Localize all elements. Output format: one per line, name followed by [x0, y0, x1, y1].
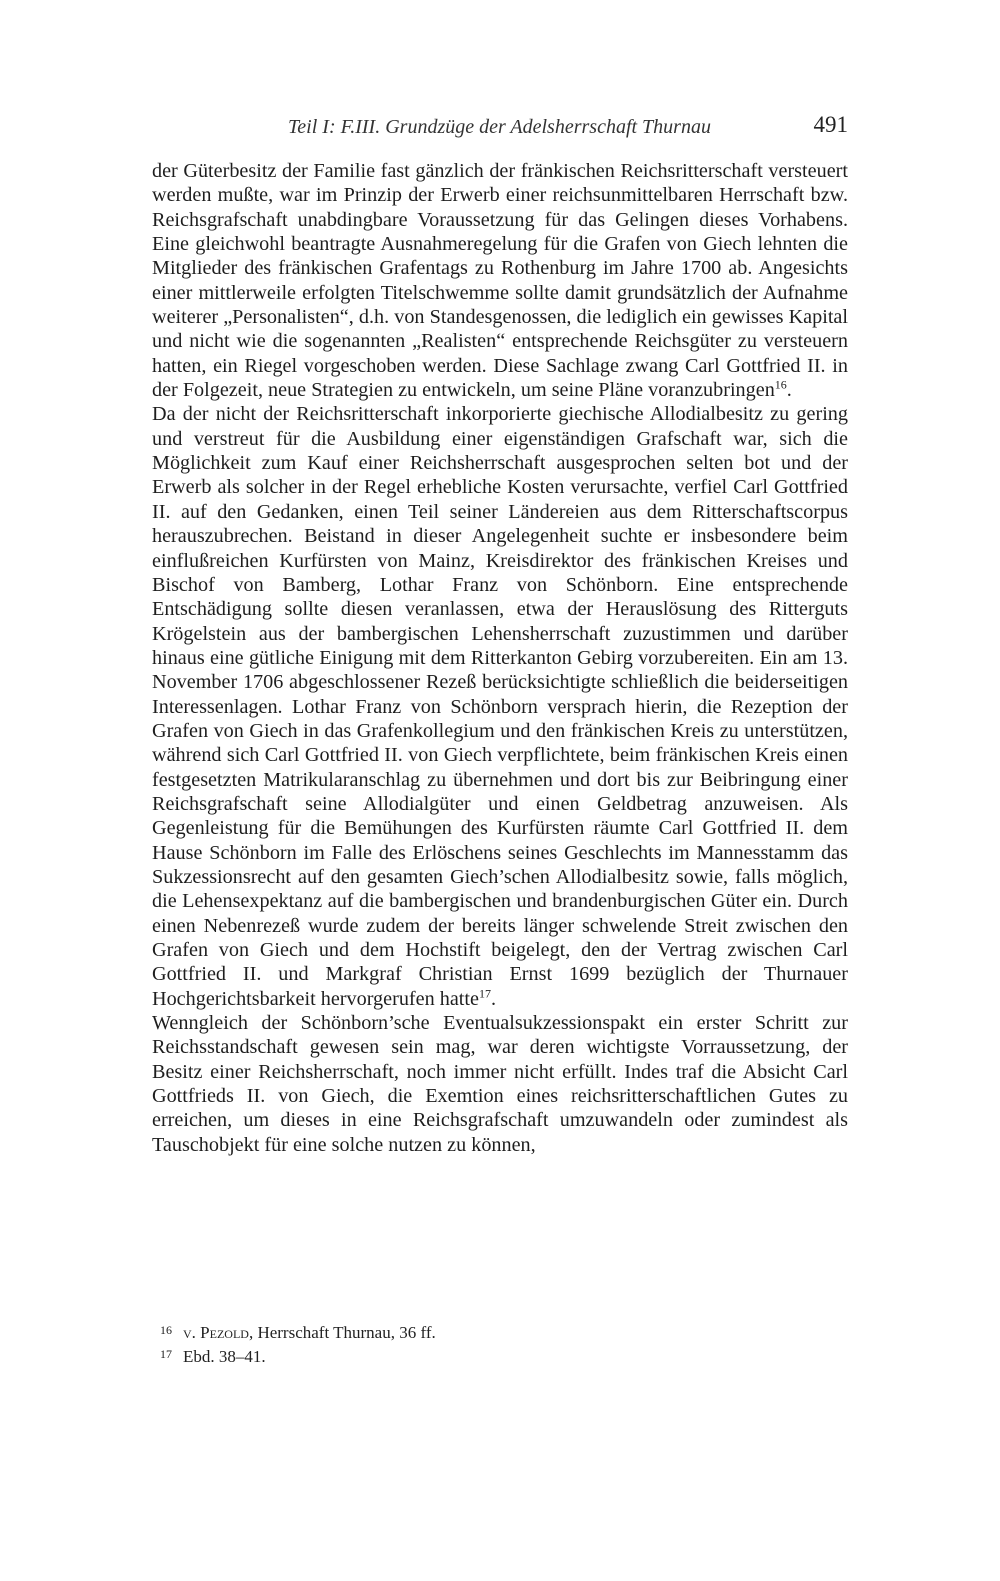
running-head: [152, 112, 848, 146]
paragraph-tail: .: [490, 987, 497, 1010]
footnote-number: 16: [160, 1323, 172, 1337]
footnote-16: [160, 1321, 840, 1345]
paragraph: [152, 1011, 848, 1157]
paragraph: [152, 159, 848, 402]
footnote-body: Ebd. 38–41.: [183, 1347, 266, 1366]
page-number: 491: [813, 112, 848, 137]
footnote-reference: 16: [774, 377, 787, 392]
footnotes: [160, 1321, 840, 1369]
paragraph: [152, 402, 848, 1011]
paragraph-text: Da der nicht der Reichsritterschaft inkorporierte giechische Allodialbesitz zu gering und verstreut für die Ausbildung einer eigenständigen Grafschaft war, sich die Möglichkeit zum Kauf einer Reichsherrschaft ausgesprochen selten bot und der Erwerb als solcher in der Regel erhebliche Kosten verursachte, verfiel Carl Gottfried II. auf den Gedanken, einen Teil seiner Ländereien aus dem Ritterschaftscorpus herauszubrechen. Beistand in dieser Angelegenheit suchte er insbesondere beim einflußreichen Kurfürsten von Mainz, Kreisdirektor des fränkischen Kreises und Bischof von Bamberg, Lothar Franz von Schönborn. Eine entsprechende Entschädigung sollte diesen veranlassen, etwa der Herauslösung des Ritterguts Krögelstein aus der bambergischen Lehensherrschaft zuzustimmen und darüber hinaus eine gütliche Einigung mit dem Ritterkanton Gebirg vorzubereiten. Ein am 13. November 1706 abgeschlossener Rezeß berücksichtigte schließlich die beiderseitigen Interessenlagen. Lothar Franz von Schönborn versprach hierin, die Rezeption der Grafen von Giech in das Grafenkollegium und den fränkischen Kreis zu unterstützen, während sich Carl Gottfried II. von Giech verpflichtete, beim fränkischen Kreis einen festgesetzten Matrikularanschlag zu übernehmen und dort bis zur Beibringung einer Reichsgrafschaft seine Allodialgüter und einen Geldbetrag anzuweisen. Als Gegenleistung für die Bemühungen des Kurfürsten räumte Carl Gottfried II. dem Hause Schönborn im Falle des Erlöschens seines Geschlechts im Mannesstamm das Sukzessionsrecht auf den gesamten Giech’schen Allodialbesitz sowie, falls möglich, die Lehensexpektanz auf die bambergischen und brandenburgischen Güter ein. Durch einen Nebenrezeß wurde zudem der bereits länger schwelende Streit zwischen den Grafen von Giech und dem Hochstift beigelegt, den der Vertrag zwischen Carl Gottfried II. und Markgraf Christian Ernst 1699 bezüglich der Thurnauer Hochgerichtsbarkeit hervorgerufen hatte: [152, 403, 848, 1010]
footnote-number: 17: [160, 1347, 172, 1361]
footnote-text: [183, 1321, 436, 1345]
paragraph-text: Wenngleich der Schönborn’sche Eventualsukzessionspakt ein erster Schritt zur Reichsstandschaft gewesen sein mag, war deren wichtigste Vorraussetzung, der Besitz einer Reichsherrschaft, noch immer nicht erfüllt. Indes traf die Absicht Carl Gottfrieds II. von Giech, die Exemtion eines reichsritterschaftlichen Gutes zu erreichen, um dieses in eine Reichsgrafschaft umzuwandeln oder zumindest als Tauschobjekt für eine solche nutzen zu können,: [152, 1012, 848, 1156]
paragraph-tail: .: [786, 379, 792, 402]
running-head-title: Teil I: F.III. Grundzüge der Adelsherrschaft Thurnau: [288, 116, 711, 138]
paragraph-text: der Güterbesitz der Familie fast gänzlich der fränkischen Reichsritterschaft versteuert werden mußte, war im Prinzip der Erwerb einer reichsunmittelbaren Herrschaft bzw. Reichsgrafschaft unabdingbare Voraussetzung für das Gelingen dieses Vorhabens. Eine gleichwohl beantragte Ausnahmeregelung für die Grafen von Giech lehnten die Mitglieder des fränkischen Grafentags zu Rothenburg im Jahre 1700 ab. Angesichts einer mittlerweile erfolgten Titelschwemme sollte damit grundsätzlich der Aufnahme weiterer „Personalisten“, d.h. von Standesgenossen, die lediglich ein gewisses Kapital und nicht wie die sogenannten „Realisten“ entsprechende Reichsgüter zu versteuern hatten, ein Riegel vorgeschoben werden. Diese Sachlage zwang Carl Gottfried II. in der Folgezeit, neue Strategien zu entwickeln, um seine Pläne voranzubringen: [152, 160, 848, 402]
body-text: [152, 159, 848, 1157]
footnote-reference: 17: [478, 985, 491, 1000]
footnote-author: v. Pezold: [183, 1323, 249, 1342]
footnote-body: , Herrschaft Thurnau, 36 ff.: [248, 1323, 436, 1342]
footnote-17: [160, 1345, 840, 1369]
